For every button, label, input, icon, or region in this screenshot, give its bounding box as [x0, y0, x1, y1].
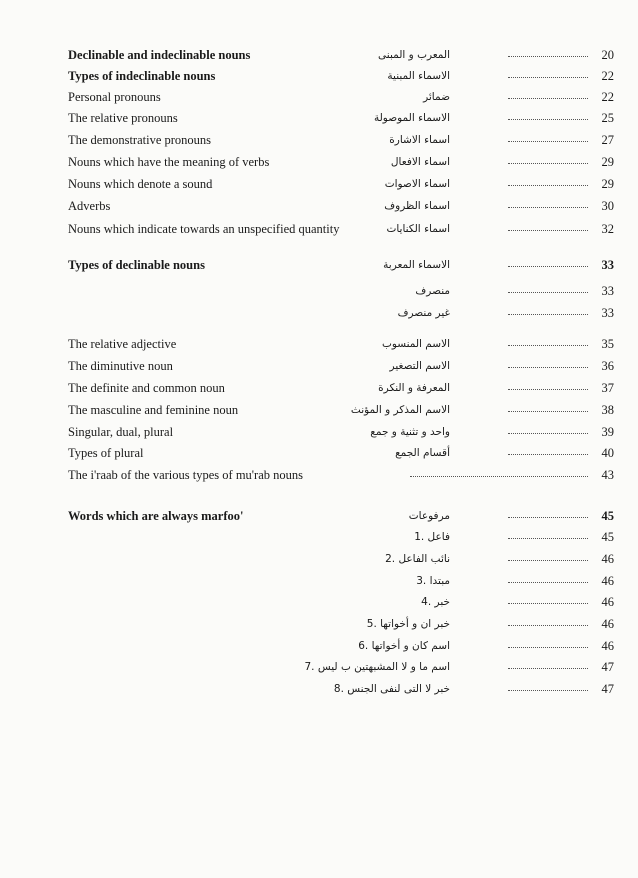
arabic-title: فاعل .1: [414, 531, 450, 543]
page-number: 39: [601, 425, 614, 439]
arabic-title: غير منصرف: [397, 307, 450, 319]
dot-leader: [508, 668, 588, 669]
toc-row: [0, 174, 638, 194]
arabic-title: واحد و تثنية و جمع: [370, 426, 450, 438]
arabic-title: الاسم المنسوب: [381, 338, 450, 350]
page-number: 40: [601, 446, 614, 460]
dot-leader: [508, 690, 588, 691]
english-title: The relative pronouns: [68, 111, 178, 125]
dot-leader: [508, 98, 588, 99]
toc-row: [0, 87, 638, 107]
toc-row: [0, 66, 638, 86]
toc-row: [0, 679, 638, 699]
page-number: 27: [601, 133, 614, 147]
dot-leader: [508, 647, 588, 648]
arabic-title: اسماء الظروف: [384, 200, 450, 212]
toc-row: [0, 527, 638, 547]
page-number: 45: [601, 509, 614, 523]
dot-leader: [508, 345, 588, 346]
english-title: The diminutive noun: [68, 359, 173, 373]
page-number: 33: [601, 258, 614, 272]
page-number: 22: [601, 69, 614, 83]
page-number: 46: [601, 595, 614, 609]
dot-leader: [508, 367, 588, 368]
dot-leader: [508, 266, 588, 267]
english-title: The relative adjective: [68, 337, 177, 351]
english-title: Types of plural: [68, 446, 144, 460]
toc-row: [0, 303, 638, 323]
arabic-title: الاسماء الموصولة: [373, 112, 450, 124]
page-number: 46: [601, 639, 614, 653]
page-number: 36: [601, 359, 614, 373]
dot-leader: [508, 582, 588, 583]
page-number: 46: [601, 617, 614, 631]
toc-row: [0, 255, 638, 275]
dot-leader: [508, 56, 588, 57]
arabic-title: خبر لا التى لنفى الجنس .8: [333, 683, 450, 695]
page-number: 43: [601, 468, 614, 482]
arabic-title: نائب الفاعل .2: [385, 553, 450, 565]
page-number: 32: [601, 222, 614, 236]
arabic-title: اسماء الاصوات: [384, 178, 450, 190]
dot-leader: [410, 476, 588, 477]
toc-row: [0, 422, 638, 442]
page-number: 46: [601, 552, 614, 566]
page-number: 38: [601, 403, 614, 417]
dot-leader: [508, 185, 588, 186]
toc-row: [0, 506, 638, 526]
dot-leader: [508, 119, 588, 120]
dot-leader: [508, 517, 588, 518]
english-title: The masculine and feminine noun: [68, 403, 239, 417]
page-number: 20: [601, 48, 614, 62]
arabic-title: الاسم المذكر و المؤنث: [350, 404, 450, 416]
english-title: Words which are always marfoo': [68, 509, 244, 523]
toc-row: [0, 196, 638, 216]
english-title: The definite and common noun: [68, 381, 225, 395]
arabic-title: اسم ما و لا المشبهتين ب ليس .7: [304, 661, 450, 673]
dot-leader: [508, 603, 588, 604]
toc-row: [0, 108, 638, 128]
arabic-title: اسماء الكنايات: [386, 223, 450, 235]
english-title: Types of declinable nouns: [68, 258, 205, 272]
toc-row: [0, 592, 638, 612]
arabic-title: ضمائر: [423, 91, 450, 103]
toc-row: [0, 152, 638, 172]
english-title: Nouns which have the meaning of verbs: [68, 155, 270, 169]
toc-row: [0, 130, 638, 150]
english-title: Personal pronouns: [68, 90, 161, 104]
dot-leader: [508, 314, 588, 315]
arabic-title: مرفوعات: [408, 510, 450, 522]
arabic-title: المعرفة و النكرة: [378, 382, 450, 394]
dot-leader: [508, 230, 588, 231]
page-number: 22: [601, 90, 614, 104]
english-title: Adverbs: [68, 199, 111, 213]
toc-row: [0, 356, 638, 376]
toc-row: [0, 636, 638, 656]
dot-leader: [508, 433, 588, 434]
toc-row: [0, 400, 638, 420]
dot-leader: [508, 538, 588, 539]
arabic-title: الاسماء المبنية: [387, 70, 450, 82]
arabic-title: اسماء الافعال: [390, 156, 450, 168]
toc-row: [0, 443, 638, 463]
page-number: 47: [601, 682, 614, 696]
page-number: 33: [601, 306, 614, 320]
arabic-title: أقسام الجمع: [395, 447, 450, 459]
page-number: 37: [601, 381, 614, 395]
english-title: Types of indeclinable nouns: [68, 69, 216, 83]
page-number: 45: [601, 530, 614, 544]
page-number: 46: [601, 574, 614, 588]
toc-row: [0, 334, 638, 354]
toc-row: [0, 465, 638, 485]
english-title: The i'raab of the various types of mu'rab nouns: [68, 468, 303, 482]
english-title: The demonstrative pronouns: [68, 133, 212, 147]
arabic-title: الاسماء المعربة: [383, 259, 450, 271]
toc-row: [0, 219, 638, 239]
toc-row: [0, 378, 638, 398]
english-title: Declinable and indeclinable nouns: [68, 48, 251, 62]
toc-row: [0, 281, 638, 301]
dot-leader: [508, 389, 588, 390]
arabic-title: خبر ان و أخواتها .5: [366, 618, 450, 630]
arabic-title: اسماء الاشارة: [389, 134, 450, 146]
toc-row: [0, 45, 638, 65]
toc-row: [0, 614, 638, 634]
english-title: Singular, dual, plural: [68, 425, 174, 439]
page-number: 33: [601, 284, 614, 298]
dot-leader: [508, 625, 588, 626]
dot-leader: [508, 560, 588, 561]
page-number: 29: [601, 177, 614, 191]
dot-leader: [508, 163, 588, 164]
dot-leader: [508, 207, 588, 208]
page-number: 30: [601, 199, 614, 213]
page-number: 29: [601, 155, 614, 169]
dot-leader: [508, 292, 588, 293]
arabic-title: مبتدا .3: [416, 575, 450, 587]
english-title: Nouns which denote a sound: [68, 177, 213, 191]
dot-leader: [508, 77, 588, 78]
arabic-title: منصرف: [415, 285, 450, 297]
english-title: Nouns which indicate towards an unspecified quantity: [68, 222, 340, 236]
arabic-title: المعرب و المبنى: [378, 49, 450, 61]
page-number: 47: [601, 660, 614, 674]
dot-leader: [508, 411, 588, 412]
arabic-title: اسم كان و أخواتها .6: [358, 640, 450, 652]
toc-row: [0, 657, 638, 677]
arabic-title: خبر .4: [421, 596, 450, 608]
toc-row: [0, 571, 638, 591]
page-number: 35: [601, 337, 614, 351]
toc-row: [0, 549, 638, 569]
page-number: 25: [601, 111, 614, 125]
dot-leader: [508, 454, 588, 455]
dot-leader: [508, 141, 588, 142]
arabic-title: الاسم التصغير: [389, 360, 450, 372]
